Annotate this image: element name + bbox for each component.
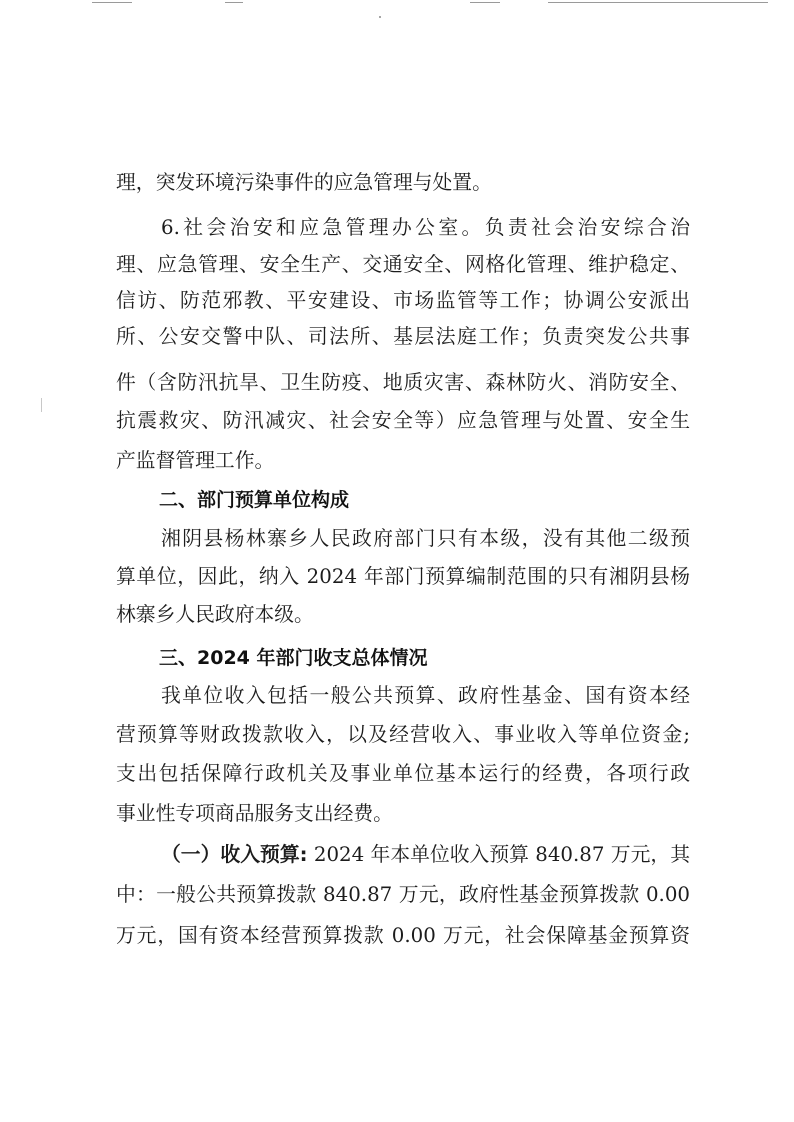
body-text-line: 算单位，因此，纳入 2024 年部门预算编制范围的只有湘阴县杨: [116, 565, 690, 588]
subsection-text: 2024 年本单位收入预算 840.87 万元，其: [307, 843, 690, 866]
body-text-line: 理、应急管理、安全生产、交通安全、网格化管理、维护稳定、: [116, 253, 690, 276]
body-text-line: 抗震救灾、防汛减灾、社会安全等）应急管理与处置、安全生: [116, 409, 690, 432]
body-text-line: 产监督管理工作。: [116, 449, 275, 472]
scan-speck: [379, 16, 381, 18]
body-text-line: 事业性专项商品服务支出经费。: [116, 802, 393, 825]
scan-edge-line: [470, 2, 500, 3]
scan-margin-mark: [41, 398, 42, 412]
body-text-line: 件（含防汛抗旱、卫生防疫、地质灾害、森林防火、消防安全、: [116, 371, 690, 394]
scan-edge-line: [92, 2, 132, 3]
section-heading: 三、2024 年部门收支总体情况: [159, 647, 428, 669]
body-text-line: 林寨乡人民政府本级。: [116, 603, 314, 626]
body-text-line: 理，突发环境污染事件的应急管理与处置。: [116, 171, 492, 194]
body-text-line: 信访、防范邪教、平安建设、市场监管等工作；协调公安派出: [116, 289, 690, 312]
body-text-line: 营预算等财政拨款收入，以及经营收入、事业收入等单位资金;: [116, 723, 690, 746]
body-text-line: 中：一般公共预算拨款 840.87 万元，政府性基金预算拨款 0.00: [116, 883, 690, 906]
body-text-line: 支出包括保障行政机关及事业单位基本运行的经费，各项行政: [116, 762, 690, 785]
body-text-line: [161, 840, 690, 870]
body-text-line: 所、公安交警中队、司法所、基层法庭工作；负责突发公共事: [116, 325, 690, 348]
scan-edge-line: [225, 2, 243, 3]
body-text-line: 我单位收入包括一般公共预算、政府性基金、国有资本经: [161, 684, 690, 707]
body-text-line: 湘阴县杨林寨乡人民政府部门只有本级，没有其他二级预: [161, 527, 690, 550]
scan-edge-line: [548, 2, 768, 3]
body-text-line: 6.社会治安和应急管理办公室。负责社会治安综合治: [161, 216, 690, 239]
body-text-line: 万元，国有资本经营预算拨款 0.00 万元，社会保障基金预算资: [116, 924, 690, 947]
subsection-lead: （一）收入预算:: [161, 843, 308, 866]
section-heading: 二、部门预算单位构成: [159, 489, 350, 511]
